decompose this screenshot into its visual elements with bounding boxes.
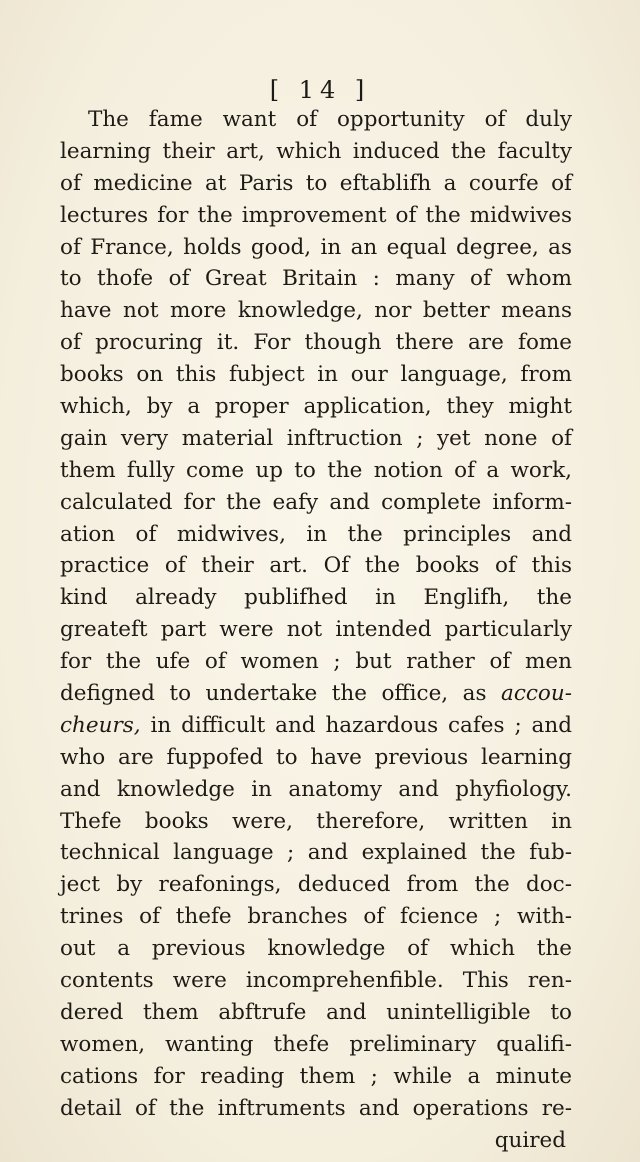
text-line: books on this fubject in our language, from xyxy=(60,362,572,388)
text-line: women, wanting thefe preliminary qualifi- xyxy=(60,1031,572,1057)
text-line: gain very material inftruction ; yet none of xyxy=(60,425,572,451)
italic-term: cheurs, xyxy=(60,712,141,738)
text-line: Thefe books were, therefore, written in xyxy=(60,808,572,834)
text-line: contents were incomprehenfible. This ren- xyxy=(60,968,572,994)
text-line: ject by reafonings, deduced from the doc- xyxy=(60,872,572,898)
text-line: learning their art, which induced the faculty xyxy=(60,138,572,164)
italic-term: accou- xyxy=(501,681,572,707)
text-line: cations for reading them ; while a minute xyxy=(60,1063,572,1089)
text-segment: in difficult and hazardous cafes ; and xyxy=(150,712,572,738)
text-line-with-italic xyxy=(60,710,572,742)
text-line: and knowledge in anatomy and phyfiology. xyxy=(60,776,572,802)
body-text xyxy=(60,104,572,1156)
text-line: which, by a proper application, they might xyxy=(60,394,572,420)
catchword: quired xyxy=(494,1127,566,1153)
text-line: of France, holds good, in an equal degree, as xyxy=(60,234,572,260)
text-line: The fame want of opportunity of duly xyxy=(88,107,572,132)
text-line: to thofe of Great Britain : many of whom xyxy=(60,266,572,292)
text-line: detail of the inftruments and operations re- xyxy=(60,1095,572,1121)
text-line: technical language ; and explained the fub- xyxy=(60,840,572,866)
text-line: practice of their art. Of the books of this xyxy=(60,553,572,579)
text-segment: defigned to undertake the office, as xyxy=(60,681,487,707)
text-line: kind already publifhed in Englifh, the xyxy=(60,585,572,611)
text-line: greateft part were not intended particularly xyxy=(60,617,572,643)
text-line: out a previous knowledge of which the xyxy=(60,936,572,962)
text-line: of procuring it. For though there are fome xyxy=(60,330,572,356)
page-number: [ 14 ] xyxy=(269,76,371,104)
text-line: of medicine at Paris to eftablifh a courfe of xyxy=(60,170,572,196)
text-line: lectures for the improvement of the midwives xyxy=(60,202,572,228)
text-line: them fully come up to the notion of a work, xyxy=(60,457,572,483)
text-line: for the ufe of women ; but rather of men xyxy=(60,649,572,675)
text-line: trines of thefe branches of fcience ; with- xyxy=(60,904,572,930)
text-line: who are fuppofed to have previous learning xyxy=(60,744,572,770)
text-line: dered them abftrufe and unintelligible to xyxy=(60,999,572,1025)
text-line: ation of midwives, in the principles and xyxy=(60,521,572,547)
text-line-with-italic xyxy=(60,678,572,710)
text-line: calculated for the eafy and complete inform- xyxy=(60,489,572,515)
text-line: have not more knowledge, nor better means xyxy=(60,298,572,324)
